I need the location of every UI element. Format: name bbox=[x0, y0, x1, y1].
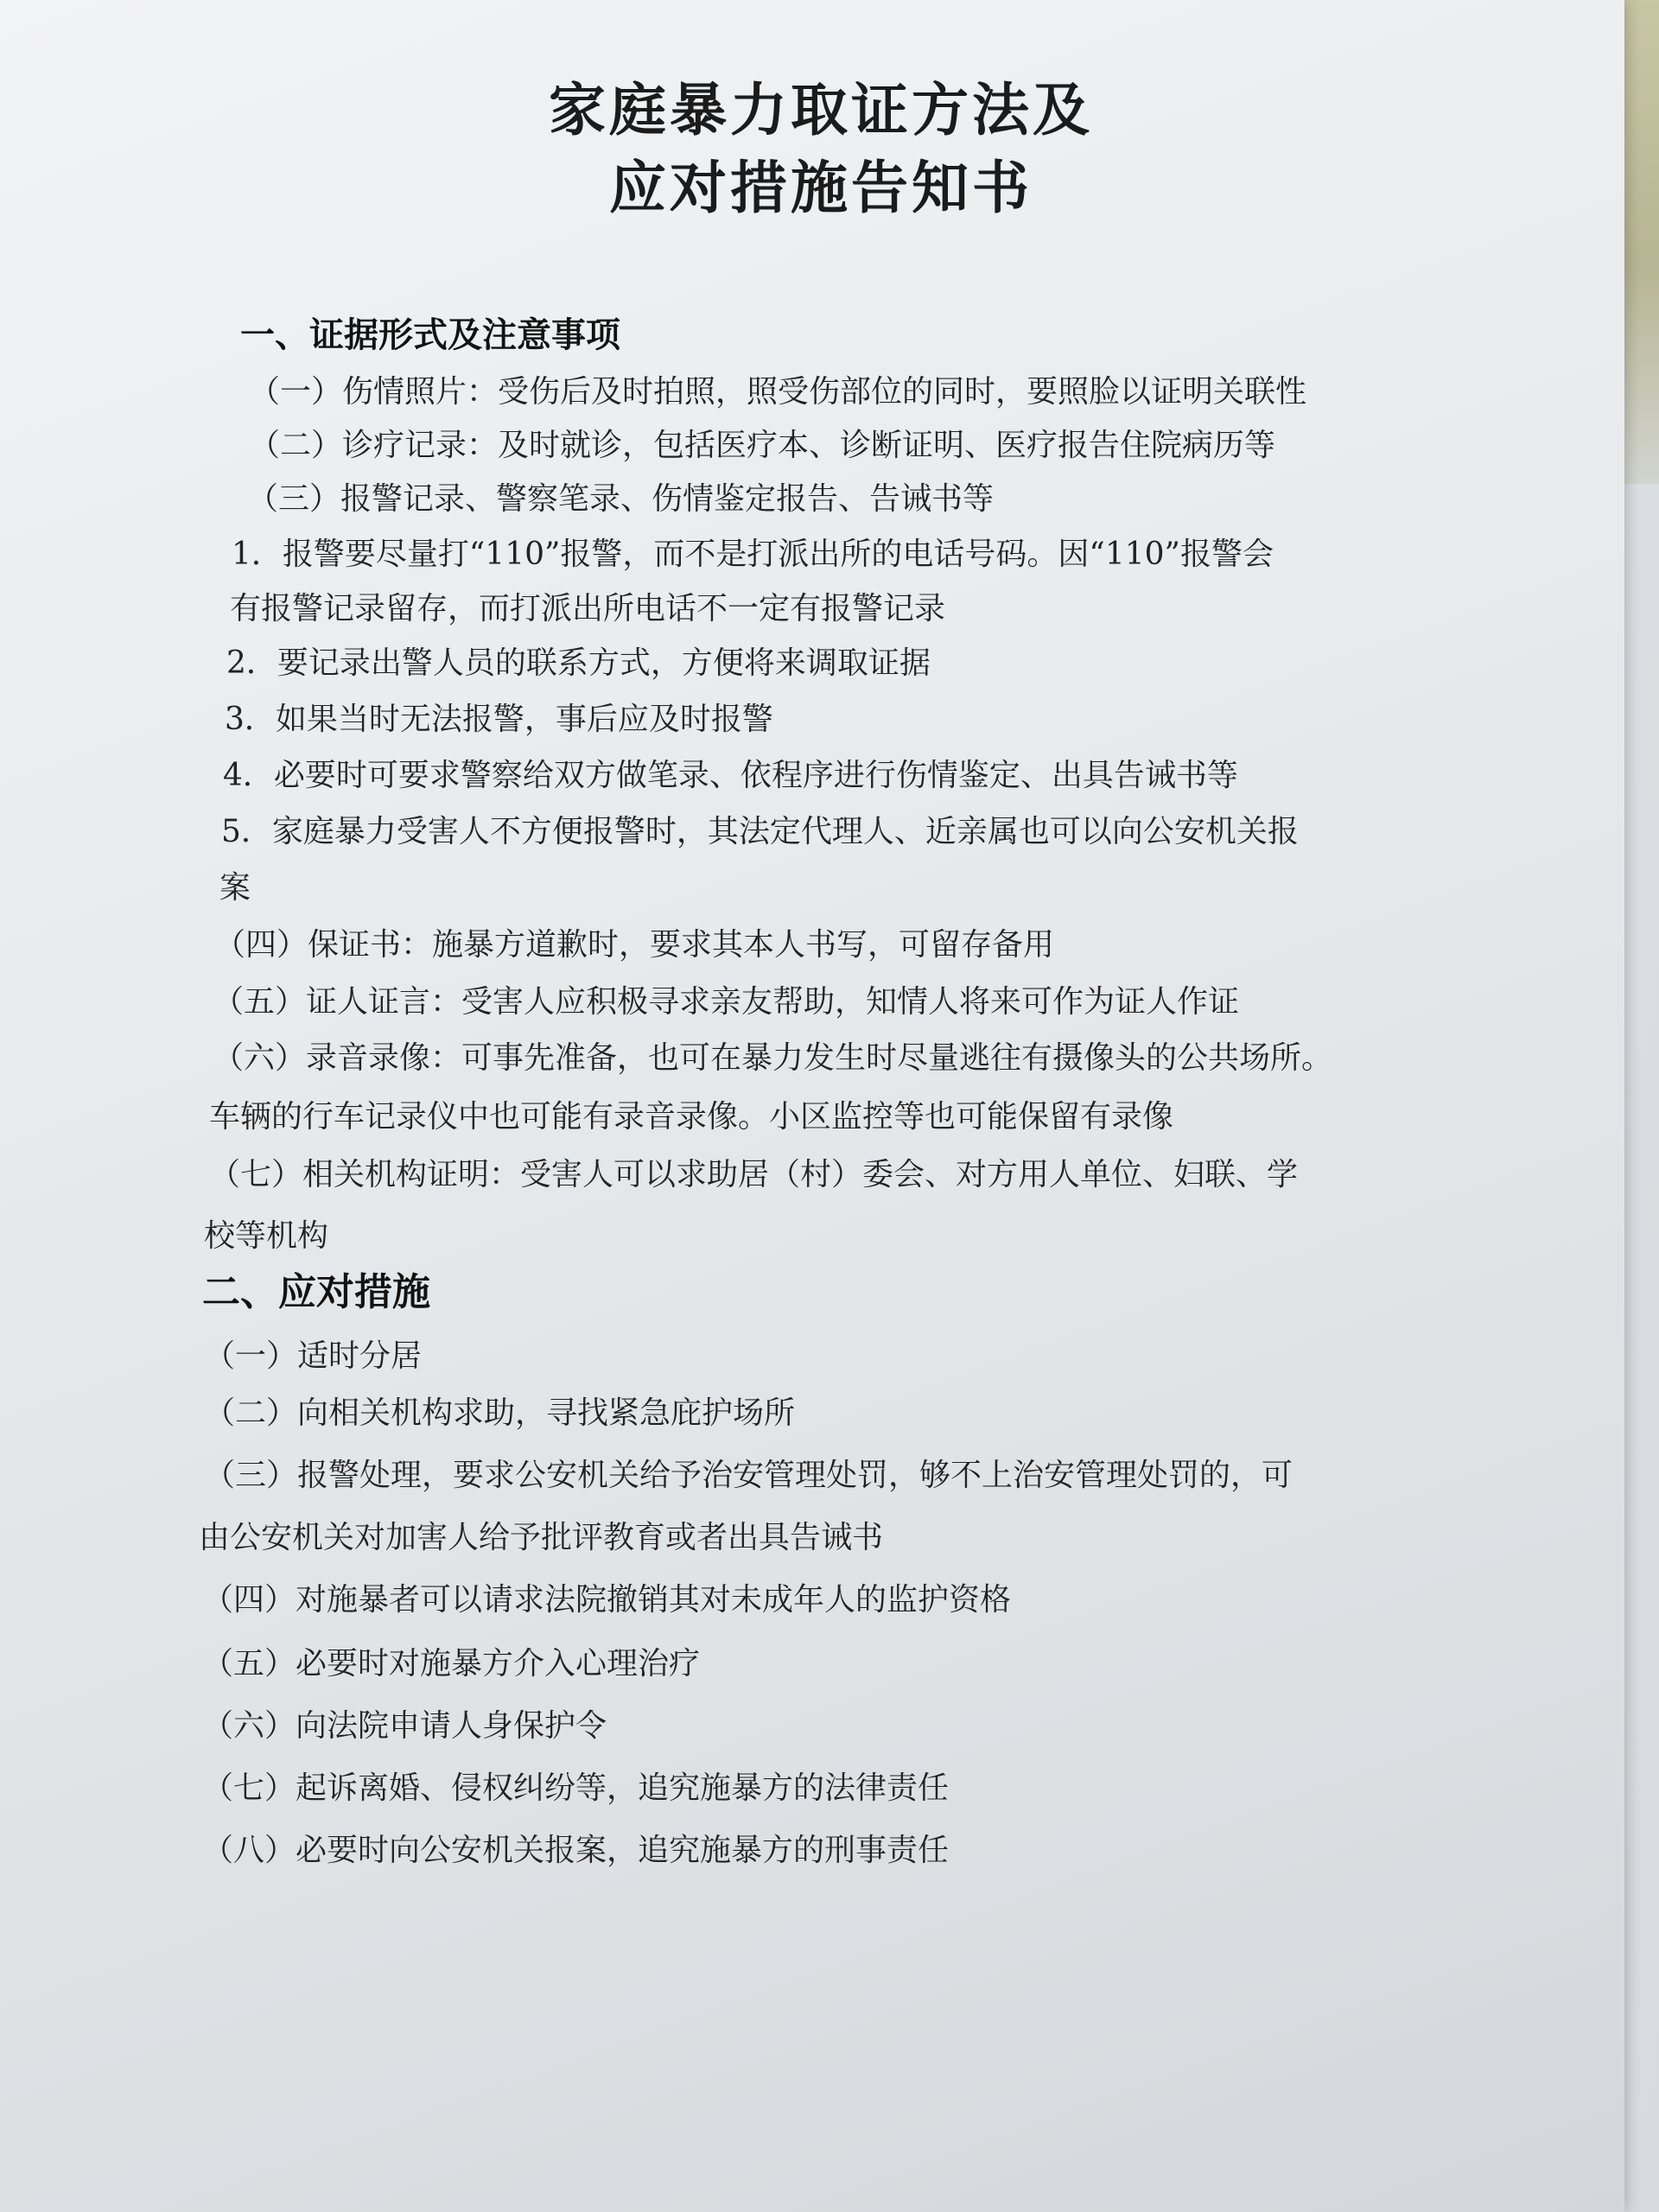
document-title-line-2: 应对措施告知书 bbox=[609, 154, 1033, 221]
police-note-5-cont: 案 bbox=[219, 870, 251, 906]
evidence-item-7-cont: 校等机构 bbox=[204, 1218, 329, 1254]
evidence-item-6-cont: 车辆的行车记录仪中也可能有录音录像。小区监控等也可能保留有录像 bbox=[209, 1099, 1174, 1135]
evidence-item-3: （三）报警记录、警察笔录、伤情鉴定报告、告诫书等 bbox=[247, 481, 995, 517]
measure-item-1: （一）适时分居 bbox=[204, 1338, 423, 1374]
police-note-1-cont: 有报警记录留存，而打派出所电话不一定有报警记录 bbox=[230, 591, 946, 626]
measure-item-8: （八）必要时向公安机关报案，追究施暴方的刑事责任 bbox=[202, 1833, 950, 1868]
measure-item-3: （三）报警处理，要求公安机关给予治安管理处罚，够不上治安管理处罚的，可 bbox=[204, 1458, 1294, 1493]
evidence-item-4: （四）保证书：施暴方道歉时，要求其本人书写，可留存备用 bbox=[214, 927, 1055, 963]
police-note-2: 2．要记录出警人员的联系方式，方便将来调取证据 bbox=[226, 645, 931, 681]
measure-item-6: （六）向法院申请人身保护令 bbox=[202, 1708, 607, 1744]
police-note-5: 5．家庭暴力受害人不方便报警时，其法定代理人、近亲属也可以向公安机关报 bbox=[221, 814, 1299, 849]
police-note-4: 4．必要时可要求警察给双方做笔录、依程序进行伤情鉴定、出具告诫书等 bbox=[223, 758, 1238, 793]
measure-item-7: （七）起诉离婚、侵权纠纷等，追究施暴方的法律责任 bbox=[202, 1770, 950, 1806]
measure-item-2: （二）向相关机构求助，寻找紧急庇护场所 bbox=[204, 1395, 796, 1431]
measure-item-5: （五）必要时对施暴方介入心理治疗 bbox=[202, 1646, 701, 1681]
evidence-item-6: （六）录音录像：可事先准备，也可在暴力发生时尽量逃往有摄像头的公共场所。 bbox=[213, 1040, 1333, 1076]
section-1-heading: 一、证据形式及注意事项 bbox=[240, 315, 620, 355]
section-2-heading: 二、应对措施 bbox=[202, 1270, 430, 1314]
evidence-item-7: （七）相关机构证明：受害人可以求助居（村）委会、对方用人单位、妇联、学 bbox=[209, 1157, 1299, 1192]
evidence-item-1: （一）伤情照片：受伤后及时拍照，照受伤部位的同时，要照脸以证明关联性 bbox=[249, 374, 1307, 410]
evidence-item-2: （二）诊疗记录：及时就诊，包括医疗本、诊断证明、医疗报告住院病历等 bbox=[249, 428, 1276, 463]
measure-item-4: （四）对施暴者可以请求法院撤销其对未成年人的监护资格 bbox=[202, 1582, 1012, 1618]
measure-item-3-cont: 由公安机关对加害人给予批评教育或者出具告诫书 bbox=[199, 1520, 884, 1555]
evidence-item-5: （五）证人证言：受害人应积极寻求亲友帮助，知情人将来可作为证人作证 bbox=[213, 984, 1240, 1020]
police-note-1: 1．报警要尽量打“110”报警，而不是打派出所的电话号码。因“110”报警会 bbox=[232, 537, 1274, 572]
police-note-3: 3．如果当时无法报警，事后应及时报警 bbox=[225, 702, 773, 737]
document-title-line-1: 家庭暴力取证方法及 bbox=[549, 76, 1093, 143]
